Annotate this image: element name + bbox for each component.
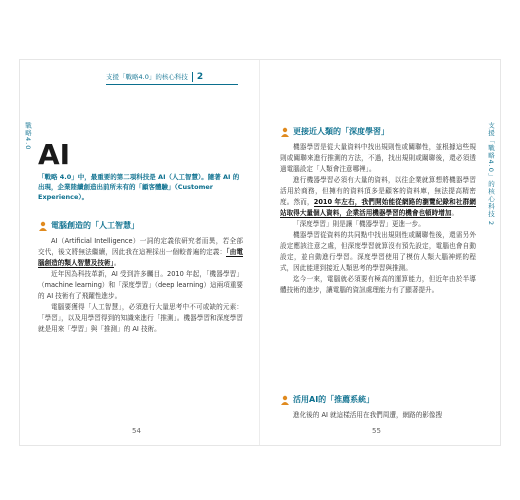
person-icon [38, 221, 48, 231]
highlighted-text: 2010 年左右，我們開始能從網路的瀏覽紀錄和社群網站取得大量個人資料，企業活用機器學習的機會也頓時增加 [280, 198, 477, 217]
section-3-body [280, 410, 476, 421]
running-head [106, 72, 203, 82]
paragraph: 進化後的 AI 就這樣活用在我們周遭，網路的影像搜 [293, 411, 443, 419]
section-heading-3-label: 活用AI的「推薦系統」 [293, 395, 375, 404]
paragraph: 迄今一來，電腦就必須要有極高的運算能力，但近年由於半導體技術的進步，讓電腦的資訊處理能力有了顯著提升。 [280, 275, 476, 294]
section-2-body [280, 142, 476, 296]
intro-text: 「戰略 4.0」中，最重要的第二項科技是 AI（人工智慧）。隨著 AI 的出現，企業陸續創造出前所未有的「顧客體驗」（Customer Experience）。 [38, 173, 240, 201]
section-heading-3 [280, 394, 374, 405]
running-head-rule [106, 84, 238, 85]
right-page [260, 60, 500, 445]
section-heading-2-label: 更接近人類的「深度學習」 [293, 127, 389, 136]
person-icon [280, 395, 290, 405]
running-head-title: 支援「戰略4.0」的核心科技 [106, 73, 188, 81]
paragraph: 機器學習從資料的共同點中找出規則性或關聯性後，還需另外設定應該注意之處，但深度學習就算沒有預先設定，電腦也會自動設定，並自動進行學習。深度學習使用了模仿人類大腦神經的程式，因此能達到接近人類思考的學習與推測。 [280, 231, 476, 272]
page-title: AI [38, 138, 71, 171]
side-tab-right: 支援「戰略4.0」的核心科技 2 [487, 122, 495, 227]
left-page [20, 60, 260, 445]
person-icon [280, 127, 290, 137]
page-number-left: 54 [132, 427, 141, 435]
paragraph: 「深度學習」則是讓「機器學習」更進一步。 [293, 220, 425, 228]
section-1-body [38, 236, 243, 335]
text-run: 。 [113, 259, 121, 267]
highlighted-definition: 「由電腦創造的類人智慧及技術」 [38, 248, 244, 267]
page-number-right: 55 [372, 427, 381, 435]
text-run: AI（Artificial Intelligence）一詞的定義依研究者而異，若全部交代，後文將無法繼續，因此我在這裡採出一個較普遍的定義： [38, 237, 243, 256]
paragraph [280, 175, 476, 219]
text-run: 進行機器學習必須有大量的資料，以往企業就算想將機器學習活用於商務，但擁有的資料頂多是顧客的資料庫，無法提高精密度。然而， [280, 176, 476, 206]
chapter-number: 2 [192, 72, 203, 82]
paragraph [38, 236, 243, 269]
book-spread [20, 60, 500, 445]
text-run: 。 [451, 209, 459, 217]
section-heading-1-label: 電腦創造的「人工智慧」 [51, 221, 139, 230]
paragraph: 機器學習是從大量資料中找出規則性或關聯性，並根據這些規則或關聯來進行推測的方法，不過，找出規則或關聯後，還必須透過電腦設定「人類會注意哪裡」。 [280, 143, 476, 173]
section-heading-2 [280, 126, 389, 137]
paragraph: 電腦要獲得「人工智慧」，必須進行大量思考中不可或缺的元素：「學習」，以及用學習得到的知識來進行「推測」。機器學習和深度學習就是用來「學習」與「推測」的 AI 技術。 [38, 303, 243, 333]
side-tab-left: 戰略4.0 [24, 122, 32, 151]
paragraph: 近年因為科技革新，AI 受到許多矚目。2010 年起，「機器學習」（machine learning）和「深度學習」（deep learning）這兩項重要的 AI 技術有了飛躍性進步。 [38, 270, 244, 300]
section-heading-1 [38, 220, 139, 231]
